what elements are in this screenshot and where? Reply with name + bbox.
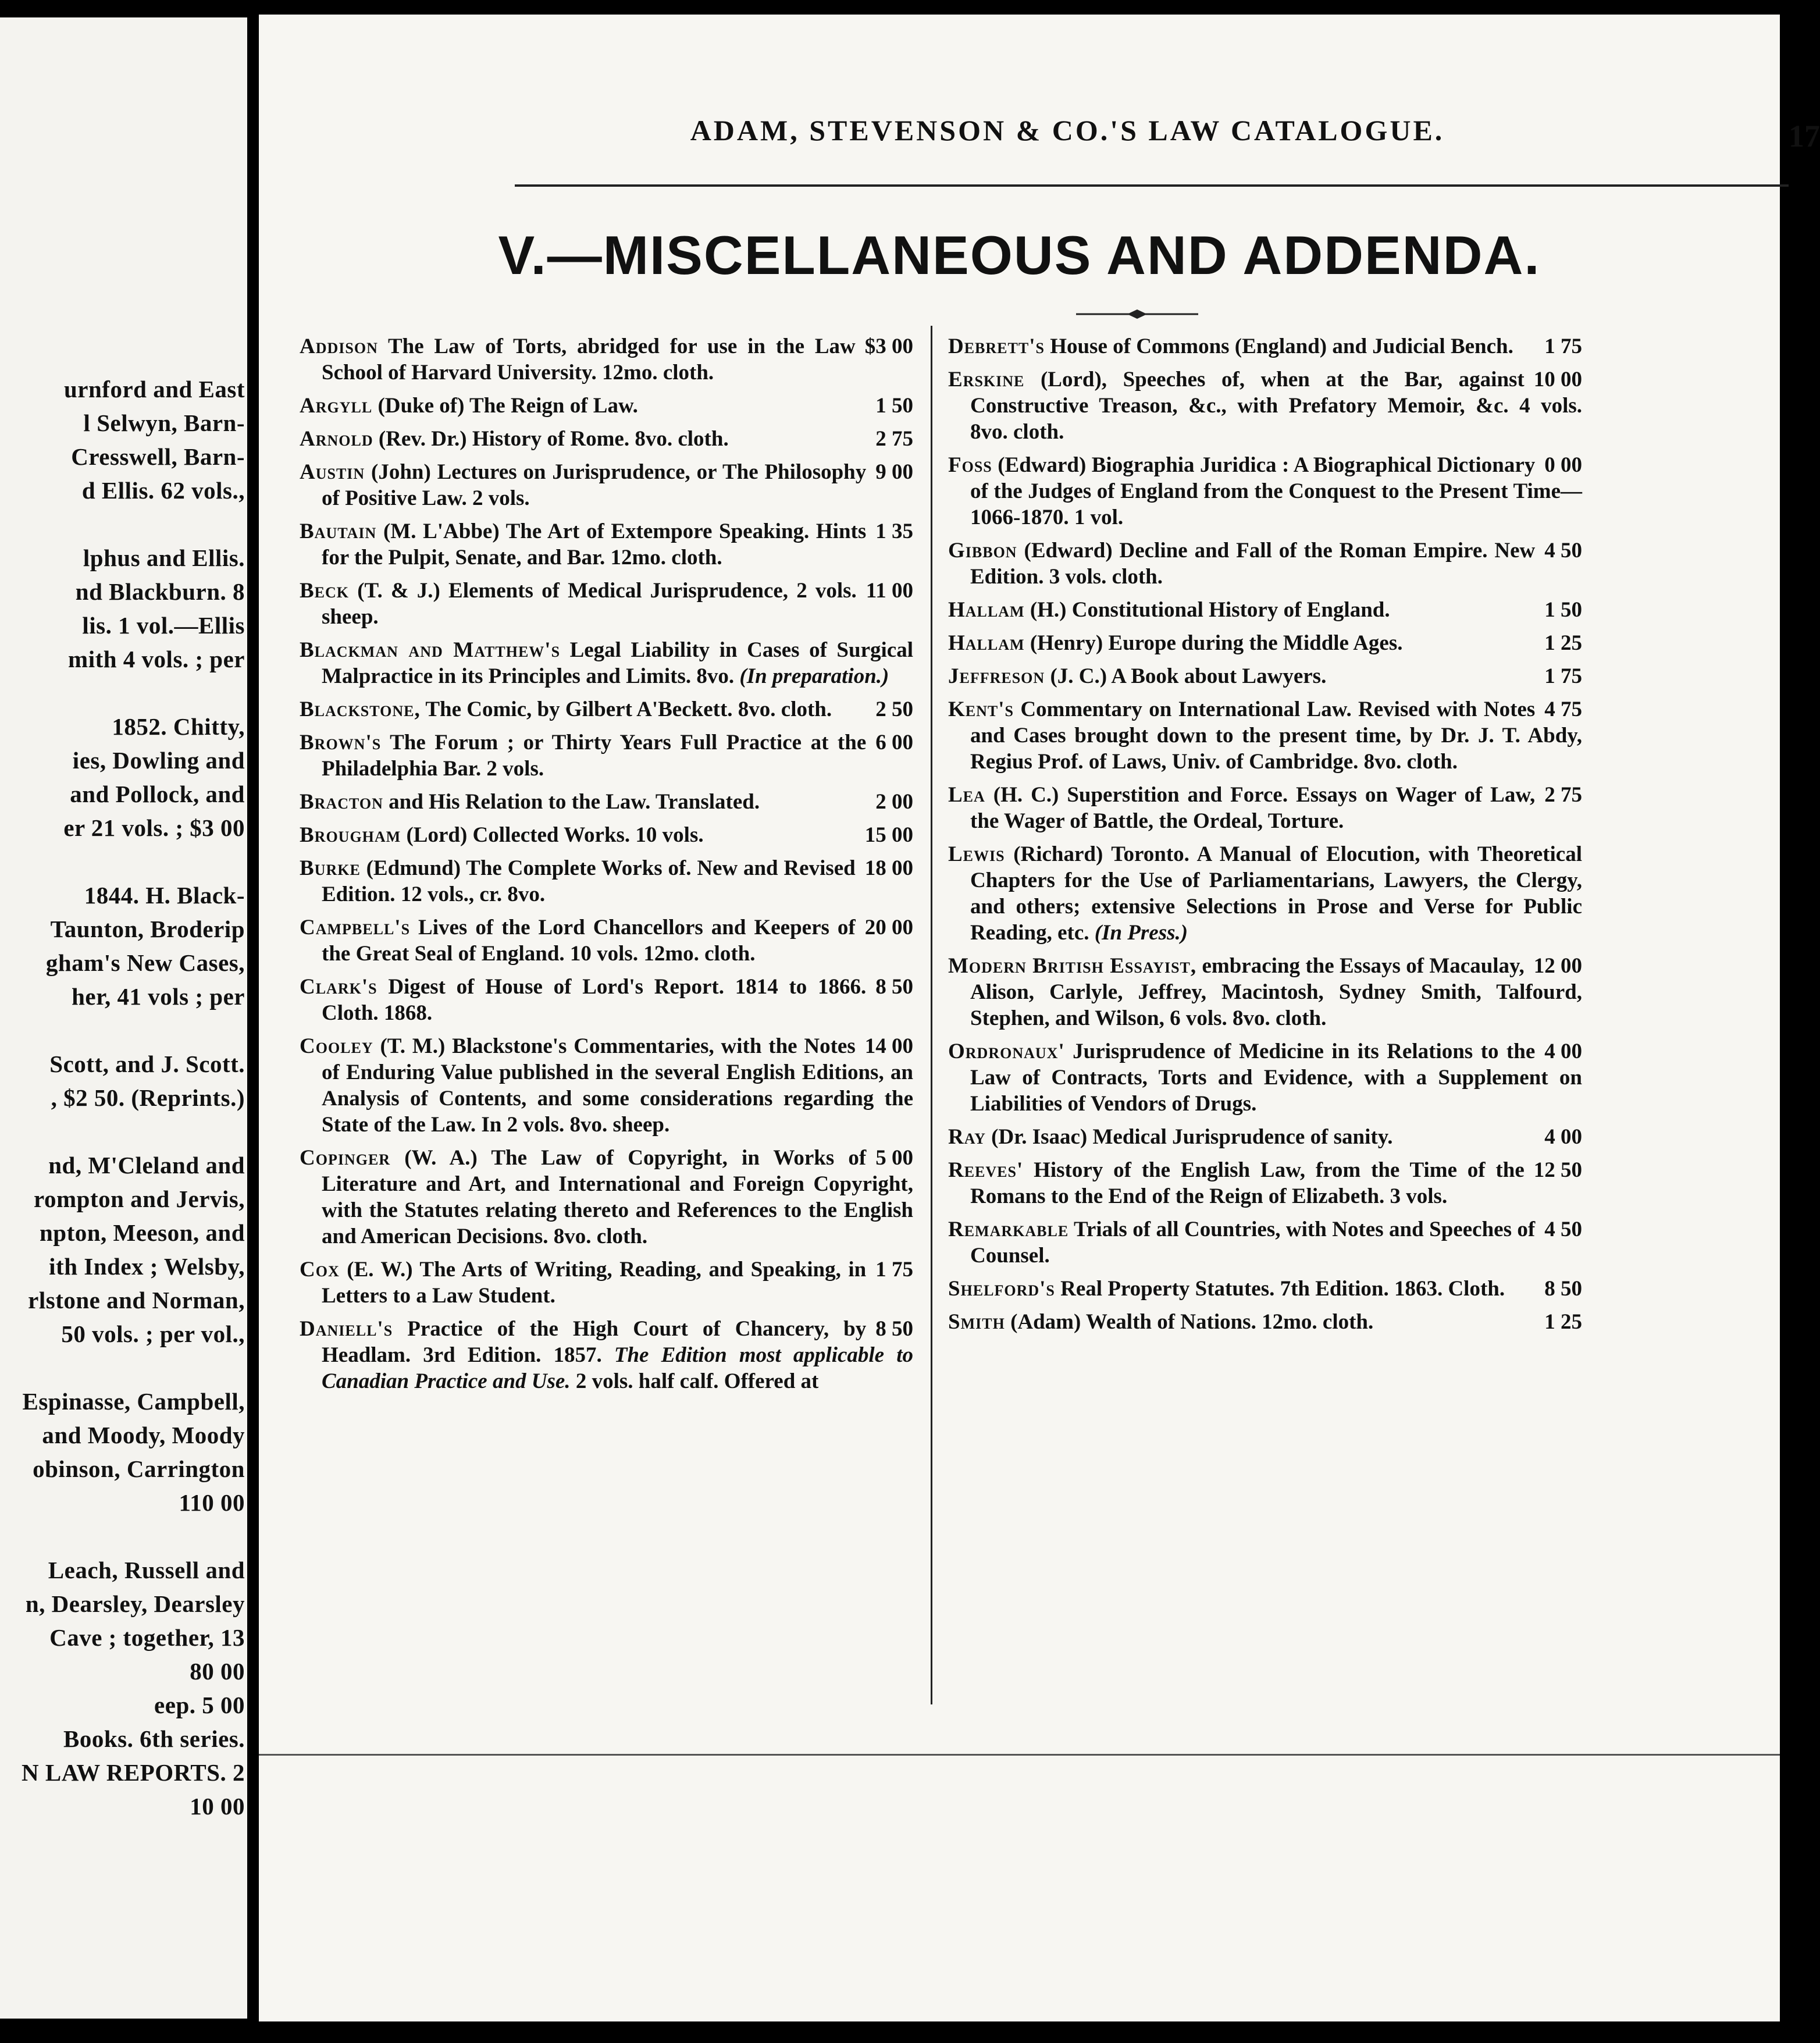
entry-price: 18 00: [864, 856, 913, 880]
entry-price: 4 00: [1544, 1125, 1582, 1149]
entry-description-cont: 2 vols. half calf. Offered at: [575, 1369, 819, 1393]
entry-price: 14 00: [864, 1034, 913, 1058]
entry-author: Erskine: [948, 368, 1025, 391]
entry-author: Blackstone,: [300, 697, 421, 721]
entry-price: 20 00: [864, 916, 913, 939]
entry-author: Hallam: [948, 631, 1025, 655]
entry-description: Jurisprudence of Medicine in its Relations to the Law of Contracts, Torts and Evidence, with a Supplement on Liabilities of Vendors of Drugs.: [970, 1040, 1582, 1116]
facing-page-line: 50 vols. ; per vol.,: [61, 1321, 245, 1347]
facing-page-line: Scott, and J. Scott.: [49, 1051, 245, 1077]
entry-author: Brougham: [300, 823, 401, 847]
entry-author: Hallam: [948, 598, 1025, 622]
entry-price: 5 00: [875, 1146, 913, 1170]
entry-description: (Richard) Toronto. A Manual of Elocution, with Theoretical Chapters for the Use of Parliamentarians, Lawyers, the Clergy, and others; extensive Selections in Prose and Verse for Public Reading, etc.: [970, 842, 1582, 945]
entry-note: (In preparation.): [739, 664, 889, 688]
facing-page-line: rompton and Jervis,: [34, 1186, 245, 1212]
catalogue-entry: [948, 1124, 1582, 1150]
entry-description: History of the English Law, from the Time of the Romans to the End of the Reign of Elizabeth. 3 vols.: [970, 1158, 1525, 1208]
section-title: V.—MISCELLANEOUS AND ADDENDA.: [498, 225, 1541, 286]
catalogue-entry: [948, 630, 1582, 656]
entry-author: Debrett's: [948, 334, 1045, 358]
catalogue-entry: [300, 393, 913, 419]
running-title: ADAM, STEVENSON & CO.'S LAW CATALOGUE.: [690, 114, 1445, 147]
entry-price: 2 75: [1544, 783, 1582, 807]
facing-page-line: l Selwyn, Barn-: [83, 410, 245, 436]
entry-description: Legal Liability in Cases of Surgical Malpractice in its Principles and Limits. 8vo.: [322, 638, 913, 688]
entry-price: 1 50: [875, 394, 913, 418]
facing-page-line: her, 41 vols ; per: [72, 983, 245, 1010]
entry-author: Addison: [300, 334, 378, 358]
catalogue-entry: [948, 366, 1582, 445]
catalogue-entry: [948, 663, 1582, 689]
entry-price: 8 50: [1544, 1277, 1582, 1301]
catalogue-entry: [300, 1033, 913, 1138]
entry-author: Smith: [948, 1310, 1005, 1334]
entry-note: The Edition most applicable to Canadian Practice and Use.: [322, 1343, 914, 1393]
entry-price: 4 50: [1544, 539, 1582, 563]
catalogue-entry: [948, 1038, 1582, 1117]
catalogue-entry: [948, 452, 1582, 531]
catalogue-page: [259, 15, 1820, 2021]
catalogue-entry: [300, 729, 913, 782]
entry-author: Bracton: [300, 790, 383, 814]
entry-description: Lives of the Lord Chancellors and Keepers of the Great Seal of England. 10 vols. 12mo. cloth.: [322, 916, 856, 966]
entry-description: Digest of House of Lord's Report. 1814 to 1866. Cloth. 1868.: [322, 975, 867, 1025]
entry-description: (Adam) Wealth of Nations. 12mo. cloth.: [1010, 1310, 1374, 1334]
entry-description: (Edward) Decline and Fall of the Roman Empire. New Edition. 3 vols. cloth.: [970, 539, 1536, 589]
entry-description: (W. A.) The Law of Copyright, in Works of Literature and Art, and International and Foreign Copyright, with the Statutes relating thereto and References to the English and American Decisions. 8vo. cloth.: [322, 1146, 913, 1248]
entry-description: (Dr. Isaac) Medical Jurisprudence of sanity.: [991, 1125, 1393, 1149]
entry-price: 4 75: [1544, 697, 1582, 721]
catalogue-entry: [948, 841, 1582, 946]
entry-price: 1 75: [1544, 664, 1582, 688]
entry-description: House of Commons (England) and Judicial Bench.: [1050, 334, 1513, 358]
catalogue-entry: [300, 855, 913, 907]
entry-author: Gibbon: [948, 539, 1017, 563]
catalogue-entry: [948, 953, 1582, 1031]
entry-author: Cox: [300, 1258, 340, 1282]
facing-page: [0, 17, 247, 2019]
entry-description: The Comic, by Gilbert A'Beckett. 8vo. cloth.: [425, 697, 832, 721]
catalogue-entry: [300, 333, 913, 386]
entry-price: 1 35: [875, 519, 913, 543]
facing-page-line: Books. 6th series.: [63, 1725, 245, 1752]
catalogue-entry: [300, 459, 913, 511]
entry-author: Blackman and Matthew's: [300, 638, 561, 662]
facing-page-line: er 21 vols. ; $3 00: [63, 814, 245, 841]
entry-price: 2 75: [875, 427, 913, 451]
facing-page-line: rlstone and Norman,: [28, 1287, 245, 1314]
facing-page-line: Espinasse, Campbell,: [22, 1388, 245, 1415]
entry-price: 8 50: [875, 975, 913, 999]
facing-page-line: ith Index ; Welsby,: [49, 1253, 245, 1280]
entry-price: 10 00: [1533, 368, 1582, 391]
entry-author: Austin: [300, 460, 365, 484]
entry-description: embracing the Essays of Macaulay, Alison, Carlyle, Jeffrey, Macintosh, Sydney Smith, Talfourd, Stephen, and Wilson, 6 vols. 8vo. cloth.: [970, 954, 1582, 1030]
entry-description: (E. W.) The Arts of Writing, Reading, and Speaking, in Letters to a Law Student.: [322, 1258, 867, 1308]
entry-description: (Edward) Biographia Juridica : A Biographical Dictionary of the Judges of England from the Conquest to the Present Time—1066-1870. 1 vol.: [970, 453, 1582, 529]
facing-page-line: eep. 5 00: [154, 1692, 245, 1718]
entry-description: (Duke of) The Reign of Law.: [377, 394, 638, 418]
entry-author: Daniell's: [300, 1317, 393, 1341]
entry-description: (John) Lectures on Jurisprudence, or The Philosophy of Positive Law. 2 vols.: [322, 460, 867, 510]
catalogue-entry: [948, 1157, 1582, 1209]
entry-price: 2 00: [875, 790, 913, 814]
facing-page-line: 1844. H. Black-: [84, 882, 245, 909]
catalogue-entry: [300, 637, 913, 689]
entry-description: (Lord) Collected Works. 10 vols.: [406, 823, 704, 847]
right-column: [948, 333, 1582, 1342]
catalogue-entry: [948, 696, 1582, 775]
entry-description: Practice of the High Court of Chancery, by Headlam. 3rd Edition. 1857.: [322, 1317, 867, 1367]
entry-author: Jeffreson: [948, 664, 1045, 688]
catalogue-entry: [300, 822, 913, 848]
catalogue-entry: [300, 789, 913, 815]
entry-price: 1 75: [1544, 334, 1582, 358]
page-number: 17: [1789, 119, 1820, 154]
facing-page-line: obinson, Carrington: [33, 1455, 245, 1482]
entry-description: Trials of all Countries, with Notes and Speeches of Counsel.: [970, 1218, 1536, 1268]
entry-description: (T. & J.) Elements of Medical Jurisprudence, 2 vols. sheep.: [322, 579, 857, 629]
entry-price: 6 00: [875, 731, 913, 754]
facing-page-line: nd Blackburn. 8: [75, 578, 245, 605]
facing-page-line: 110 00: [179, 1489, 245, 1516]
entry-description: (Edmund) The Complete Works of. New and Revised Edition. 12 vols., cr. 8vo.: [322, 856, 856, 906]
entry-price: 1 75: [875, 1258, 913, 1282]
entry-author: Shelford's: [948, 1277, 1055, 1301]
title-ornament: [1076, 308, 1198, 320]
entry-description: Real Property Statutes. 7th Edition. 1863. Cloth.: [1060, 1277, 1505, 1301]
catalogue-entry: [948, 538, 1582, 590]
facing-page-line: npton, Meeson, and: [39, 1219, 245, 1246]
entry-author: Brown's: [300, 731, 382, 754]
facing-page-line: 10 00: [190, 1793, 245, 1820]
entry-author: Foss: [948, 453, 992, 477]
facing-page-line: lis. 1 vol.—Ellis: [82, 612, 245, 639]
entry-author: Beck: [300, 579, 350, 603]
entry-price: 4 00: [1544, 1040, 1582, 1063]
entry-price: 15 00: [864, 823, 913, 847]
entry-author: Burke: [300, 856, 361, 880]
facing-page-line: lphus and Ellis.: [83, 544, 245, 571]
facing-page-line: Cave ; together, 13: [49, 1624, 245, 1651]
entry-author: Modern British Essayist,: [948, 954, 1197, 978]
facing-page-line: and Pollock, and: [70, 781, 245, 807]
facing-page-line: Cresswell, Barn-: [71, 443, 245, 470]
entry-author: Lewis: [948, 842, 1005, 866]
facing-page-line: ies, Dowling and: [72, 747, 245, 774]
catalogue-entry: [948, 333, 1582, 360]
facing-page-line: d Ellis. 62 vols.,: [81, 477, 245, 504]
entry-price: 1 25: [1544, 1310, 1582, 1334]
facing-page-line: Taunton, Broderip: [50, 916, 245, 942]
catalogue-entry: [300, 914, 913, 967]
entry-description: (T. M.) Blackstone's Commentaries, with the Notes of Enduring Value published in the several English Editions, an Analysis of Contents, and some considerations regarding the State of the Law. In 2 vols. 8vo. sheep.: [322, 1034, 913, 1137]
catalogue-entry: [948, 1216, 1582, 1269]
entry-price: 0 00: [1544, 453, 1582, 477]
catalogue-entry: [300, 518, 913, 571]
entry-author: Lea: [948, 783, 985, 807]
entry-description: The Law of Torts, abridged for use in the Law School of Harvard University. 12mo. cloth.: [322, 334, 856, 385]
entry-price: 11 00: [866, 579, 913, 603]
header-rule: [515, 184, 1789, 187]
entry-description: (Henry) Europe during the Middle Ages.: [1030, 631, 1403, 655]
entry-description: (M. L'Abbe) The Art of Extempore Speaking. Hints for the Pulpit, Senate, and Bar. 12mo. cloth.: [322, 519, 867, 570]
entry-author: Clark's: [300, 975, 377, 999]
bottom-rule: [259, 1754, 1780, 1756]
entry-author: Remarkable: [948, 1218, 1069, 1241]
facing-page-line: 1852. Chitty,: [112, 713, 245, 740]
entry-price: 9 00: [875, 460, 913, 484]
entry-description: (H.) Constitutional History of England.: [1030, 598, 1390, 622]
catalogue-entry: [300, 696, 913, 722]
entry-description: (Rev. Dr.) History of Rome. 8vo. cloth.: [378, 427, 729, 451]
facing-page-line: mith 4 vols. ; per: [68, 646, 245, 672]
facing-page-line: gham's New Cases,: [45, 949, 245, 976]
catalogue-entry: [300, 974, 913, 1026]
entry-description: (H. C.) Superstition and Force. Essays on Wager of Law, the Wager of Battle, the Ordeal, Torture.: [970, 783, 1536, 833]
entry-author: Bautain: [300, 519, 377, 543]
page-gutter: [247, 0, 259, 2043]
entry-author: Argyll: [300, 394, 373, 418]
entry-author: Ordronaux': [948, 1040, 1065, 1063]
catalogue-entry: [300, 578, 913, 630]
entry-author: Ray: [948, 1125, 986, 1149]
entry-author: Cooley: [300, 1034, 373, 1058]
entry-author: Arnold: [300, 427, 373, 451]
facing-page-line: 80 00: [190, 1658, 245, 1685]
catalogue-entry: [300, 1316, 913, 1394]
entry-price: 8 50: [875, 1317, 913, 1341]
entry-author: Campbell's: [300, 916, 411, 939]
catalogue-entry: [948, 1309, 1582, 1335]
left-column: [300, 333, 913, 1401]
facing-page-line: n, Dearsley, Dearsley: [25, 1590, 245, 1617]
catalogue-entry: [300, 1257, 913, 1309]
entry-description: and His Relation to the Law. Translated.: [389, 790, 760, 814]
entry-price: 2 50: [875, 697, 913, 721]
entry-description: (J. C.) A Book about Lawyers.: [1050, 664, 1327, 688]
facing-page-line: and Moody, Moody: [42, 1422, 245, 1448]
entry-price: 1 25: [1544, 631, 1582, 655]
entry-price: 12 00: [1533, 954, 1582, 978]
catalogue-entry: [300, 1145, 913, 1250]
entry-note: (In Press.): [1094, 921, 1188, 945]
facing-page-line: nd, M'Cleland and: [48, 1152, 245, 1179]
entry-price: 12 50: [1533, 1158, 1582, 1182]
catalogue-entry: [948, 782, 1582, 834]
entry-description: The Forum ; or Thirty Years Full Practice at the Philadelphia Bar. 2 vols.: [322, 731, 867, 781]
facing-page-line: , $2 50. (Reprints.): [51, 1084, 245, 1111]
column-divider: [931, 326, 932, 1704]
entry-price: 1 50: [1544, 598, 1582, 622]
facing-page-line: Leach, Russell and: [48, 1557, 245, 1583]
catalogue-entry: [948, 1276, 1582, 1302]
facing-page-line: N LAW REPORTS. 2: [22, 1759, 245, 1786]
entry-price: 4 50: [1544, 1218, 1582, 1241]
catalogue-entry: [948, 597, 1582, 623]
entry-description: Commentary on International Law. Revised with Notes and Cases brought down to the present time, by Dr. J. T. Abdy, Regius Prof. of Laws, Univ. of Cambridge. 8vo. cloth.: [970, 697, 1582, 774]
entry-author: Kent's: [948, 697, 1014, 721]
entry-author: Copinger: [300, 1146, 391, 1170]
catalogue-entry: [300, 426, 913, 452]
entry-price: $3 00: [864, 334, 913, 358]
entry-author: Reeves': [948, 1158, 1024, 1182]
facing-page-line: urnford and East: [63, 376, 245, 403]
entry-description: (Lord), Speeches of, when at the Bar, against Constructive Treason, &c., with Prefatory Memoir, &c. 4 vols. 8vo. cloth.: [970, 368, 1582, 444]
